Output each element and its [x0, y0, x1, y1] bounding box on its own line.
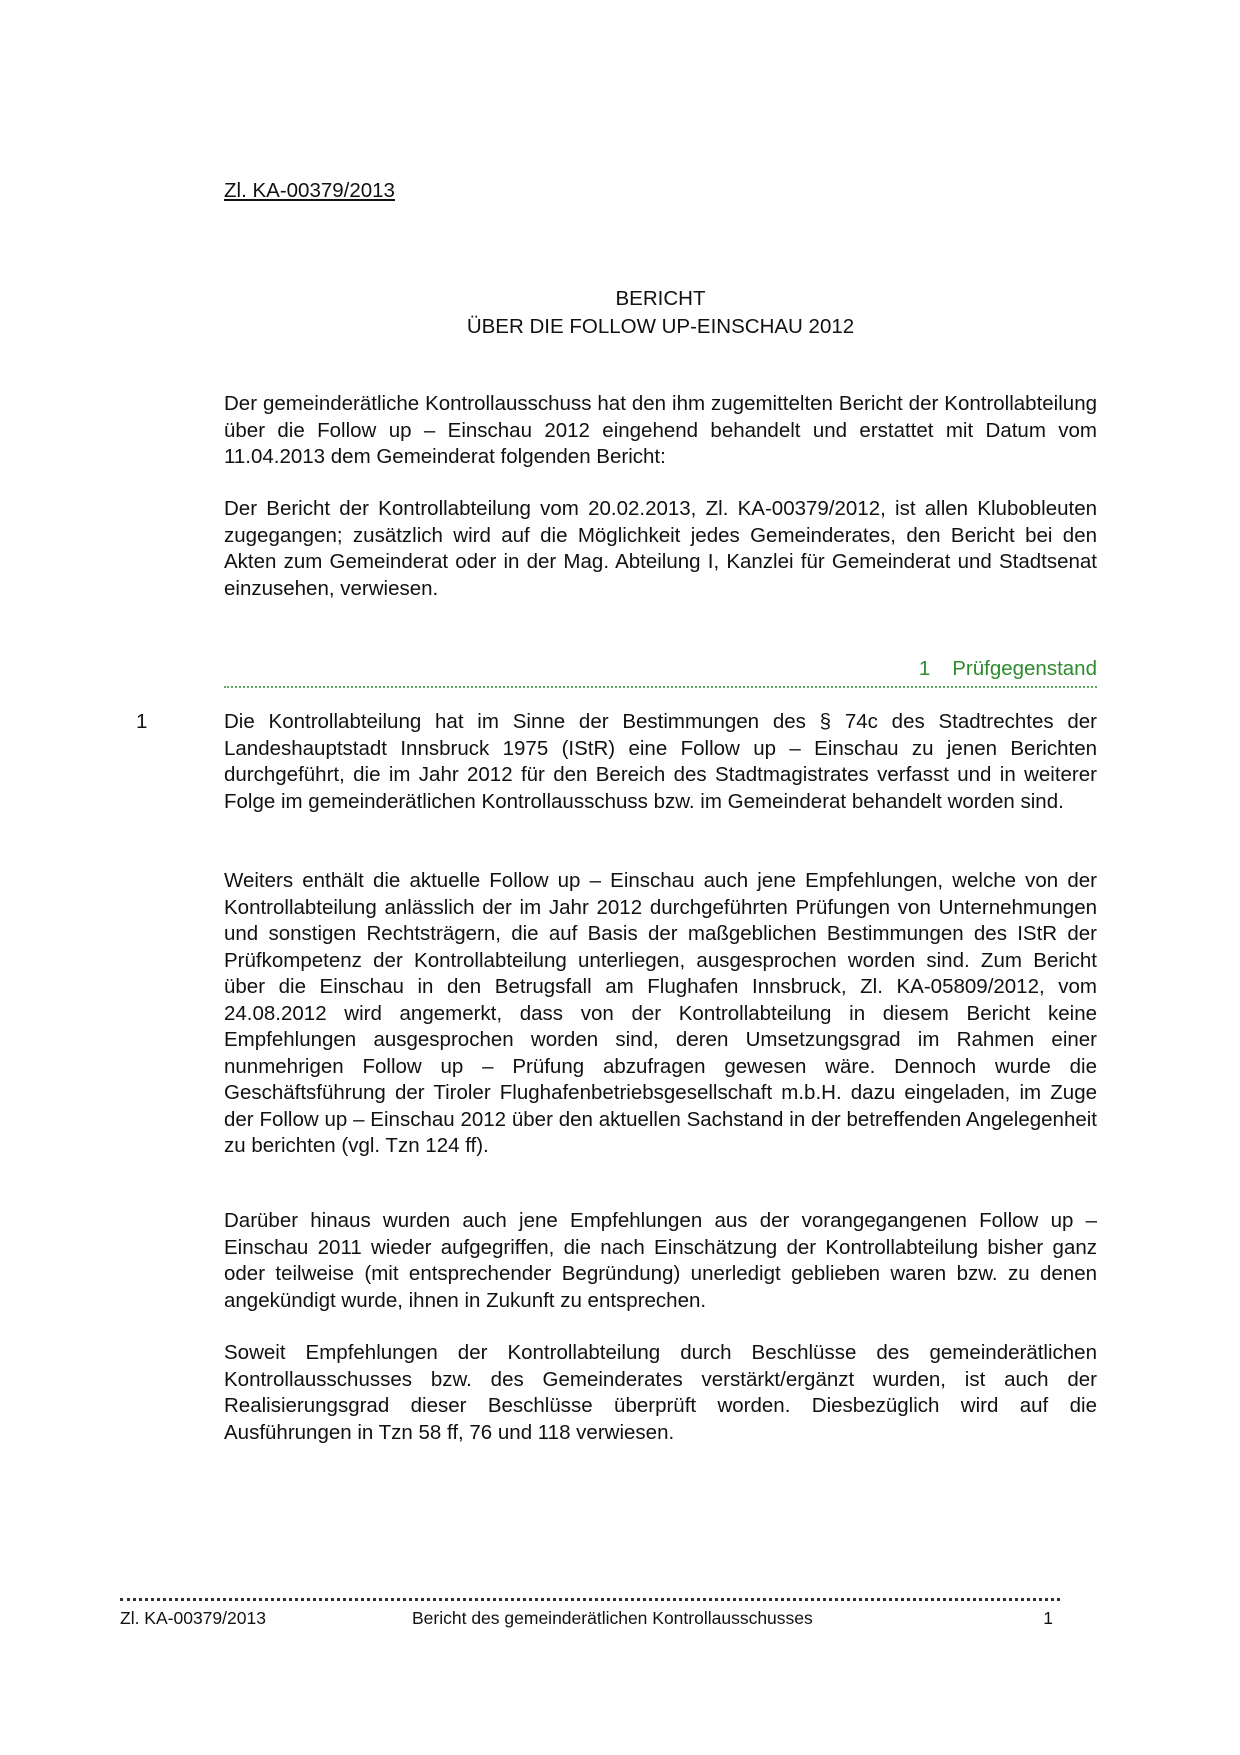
section-title: Prüfgegenstand — [952, 657, 1097, 680]
body-paragraph-2: Weiters enthält die aktuelle Follow up – Einschau auch jene Empfehlungen, welche von der Kontrollabteilung anlässlich der im Jahr 2012 durchgeführten Prüfungen von Unternehmungen und sonstigen Rechtsträgern, die auf Basis der maßgeblichen Bestimmungen des IStR der Prüfkompetenz der Kontrollabteilung unterliegen, ausgesprochen worden sind. Zum Bericht über die Einschau in den Betrugsfall am Flughafen Innsbruck, Zl. KA-05809/2012, vom 24.08.2012 wird angemerkt, dass von der Kontrollabteilung in diesem Bericht keine Empfehlungen ausgesprochen worden sind, deren Umsetzungsgrad im Rahmen einer nunmehrigen Follow up – Prüfung abzufragen gewesen wäre. Dennoch wurde die Geschäftsführung der Tiroler Flughafenbetriebsgesellschaft m.b.H. dazu eingeladen, im Zuge der Follow up – Einschau 2012 über den aktuellen Sachstand in der betreffenden Angelegenheit zu berichten (vgl. Tzn 124 ff). — [224, 869, 1097, 1157]
body-paragraph-1: Die Kontrollabteilung hat im Sinne der Bestimmungen des § 74c des Stadtrechtes der Landeshauptstadt Innsbruck 1975 (IStR) eine Follow up – Einschau zu jenen Berichten durchgeführt, die im Jahr 2012 für den Bereich des Stadtmagistrates verfasst und in weiterer Folge im gemeinderätlichen Kontrollausschuss bzw. im Gemeinderat behandelt worden sind. — [224, 710, 1097, 813]
section-number: 1 — [918, 657, 931, 680]
margin-number: 1 — [136, 710, 148, 733]
page-footer — [120, 1607, 1060, 1629]
document-reference: Zl. KA-00379/2013 — [224, 179, 395, 202]
body-paragraph-4: Soweit Empfehlungen der Kontrollabteilung durch Beschlüsse des gemeinderätlichen Kontrollausschusses bzw. des Gemeinderates verstärkt/ergänzt wurden, ist auch der Realisierungsgrad dieser Beschlüsse überprüft worden. Diesbezüglich wird auf die Ausführungen in Tzn 58 ff, 76 und 118 verwiesen. — [224, 1341, 1097, 1444]
body-paragraph-3: Darüber hinaus wurden auch jene Empfehlungen aus der vorangegangenen Follow up – Einschau 2011 wieder aufgegriffen, die nach Einschätzung der Kontrollabteilung bisher ganz oder teilweise (mit entsprechender Begründung) unerledigt geblieben waren bzw. zu denen angekündigt wurde, ihnen in Zukunft zu entsprechen. — [224, 1209, 1097, 1312]
footer-page-number: 1 — [1043, 1608, 1053, 1628]
section-divider — [224, 686, 1097, 688]
title-line-1: BERICHT — [615, 287, 706, 310]
footer-title: Bericht des gemeinderätlichen Kontrollausschusses — [412, 1608, 813, 1628]
intro-paragraph-1: Der gemeinderätliche Kontrollausschuss hat den ihm zugemittelten Bericht der Kontrollabteilung über die Follow up – Einschau 2012 eingehend behandelt und erstattet mit Datum vom 11.04.2013 dem Gemeinderat folgenden Bericht: — [224, 392, 1097, 468]
section-heading — [224, 656, 1097, 682]
footer-divider — [120, 1598, 1060, 1601]
title-line-2: ÜBER DIE FOLLOW UP-EINSCHAU 2012 — [466, 315, 855, 338]
intro-paragraph-2: Der Bericht der Kontrollabteilung vom 20.02.2013, Zl. KA-00379/2012, ist allen Klubobleuten zugegangen; zusätzlich wird auf die Möglichkeit jedes Gemeinderates, den Bericht bei den Akten zum Gemeinderat oder in der Mag. Abteilung I, Kanzlei für Gemeinderat und Stadtsenat einzusehen, verwiesen. — [224, 497, 1097, 600]
footer-reference: Zl. KA-00379/2013 — [120, 1608, 266, 1628]
document-title — [224, 285, 1097, 341]
